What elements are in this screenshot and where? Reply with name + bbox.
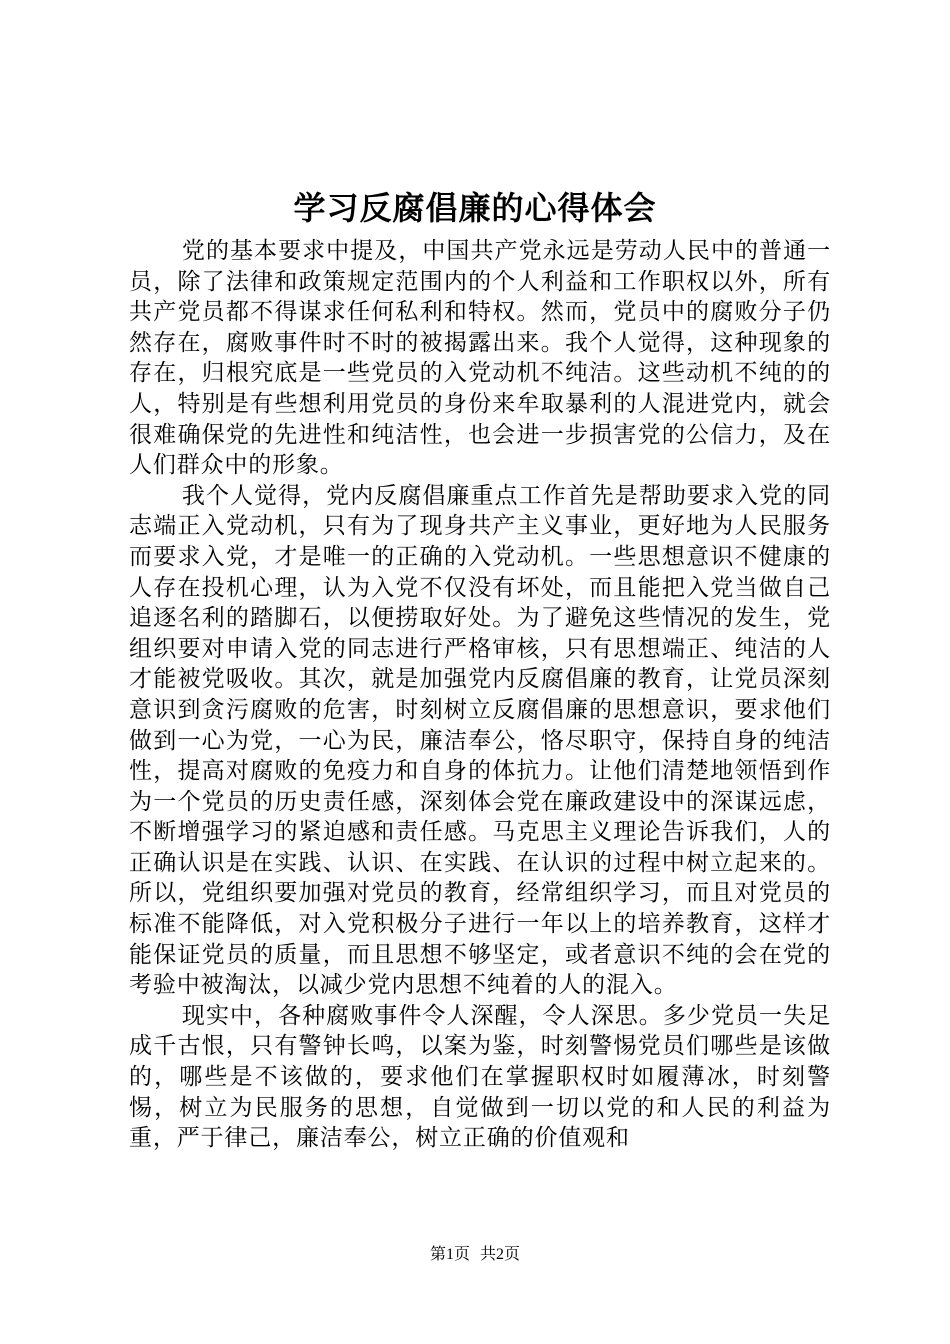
document-body xyxy=(129,236,831,1154)
page-title: 学习反腐倡廉的心得体会 xyxy=(293,189,657,227)
paragraph-1: 党的基本要求中提及，中国共产党永远是劳动人民中的普通一员，除了法律和政策规定范围内的个人利益和工作职权以外，所有共产党员都不得谋求任何私利和特权。然而，党员中的腐败分子仍然存在，腐败事件时不时的被揭露出来。我个人觉得，这种现象的存在，归根究底是一些党员的入党动机不纯洁。这些动机不纯的的人，特别是有些想利用党员的身份来牟取暴利的人混进党内，就会很难确保党的先进性和纯洁性，也会进一步损害党的公信力，及在人们群众中的形象。 xyxy=(129,238,831,479)
paragraph-3: 现实中，各种腐败事件令人深醒，令人深思。多少党员一失足成千古恨，只有警钟长鸣，以案为鉴，时刻警惕党员们哪些是该做的，哪些是不该做的，要求他们在掌握职权时如履薄冰，时刻警惕，树立为民服务的思想，自觉做到一切以党的和人民的利益为重，严于律己，廉洁奉公，树立正确的价值观和 xyxy=(129,1002,831,1152)
page-number: 第1页 xyxy=(429,1246,470,1263)
page-total: 共2页 xyxy=(480,1246,521,1263)
page-footer xyxy=(0,1245,950,1265)
paragraph-2: 我个人觉得，党内反腐倡廉重点工作首先是帮助要求入党的同志端正入党动机，只有为了现身共产主义事业，更好地为人民服务而要求入党，才是唯一的正确的入党动机。一些思想意识不健康的人存在投机心理，认为入党不仅没有坏处，而且能把入党当做自己追逐名利的踏脚石，以便捞取好处。为了避免这些情况的发生，党组织要对申请入党的同志进行严格审核，只有思想端正、纯洁的人才能被党吸收。其次，就是加强党内反腐倡廉的教育，让党员深刻意识到贪污腐败的危害，时刻树立反腐倡廉的思想意识，要求他们做到一心为党，一心为民，廉洁奉公，恪尽职守，保持自身的纯洁性，提高对腐败的免疫力和自身的体抗力。让他们清楚地领悟到作为一个党员的历史责任感，深刻体会党在廉政建设中的深谋远虑，不断增强学习的紧迫感和责任感。马克思主义理论告诉我们，人的正确认识是在实践、认识、在实践、在认识的过程中树立起来的。所以，党组织要加强对党员的教育，经常组织学习，而且对党员的标准不能降低，对入党积极分子进行一年以上的培养教育，这样才能保证党员的质量，而且思想不够坚定，或者意识不纯的会在党的考验中被淘汰，以减少党内思想不纯着的人的混入。 xyxy=(129,482,831,999)
